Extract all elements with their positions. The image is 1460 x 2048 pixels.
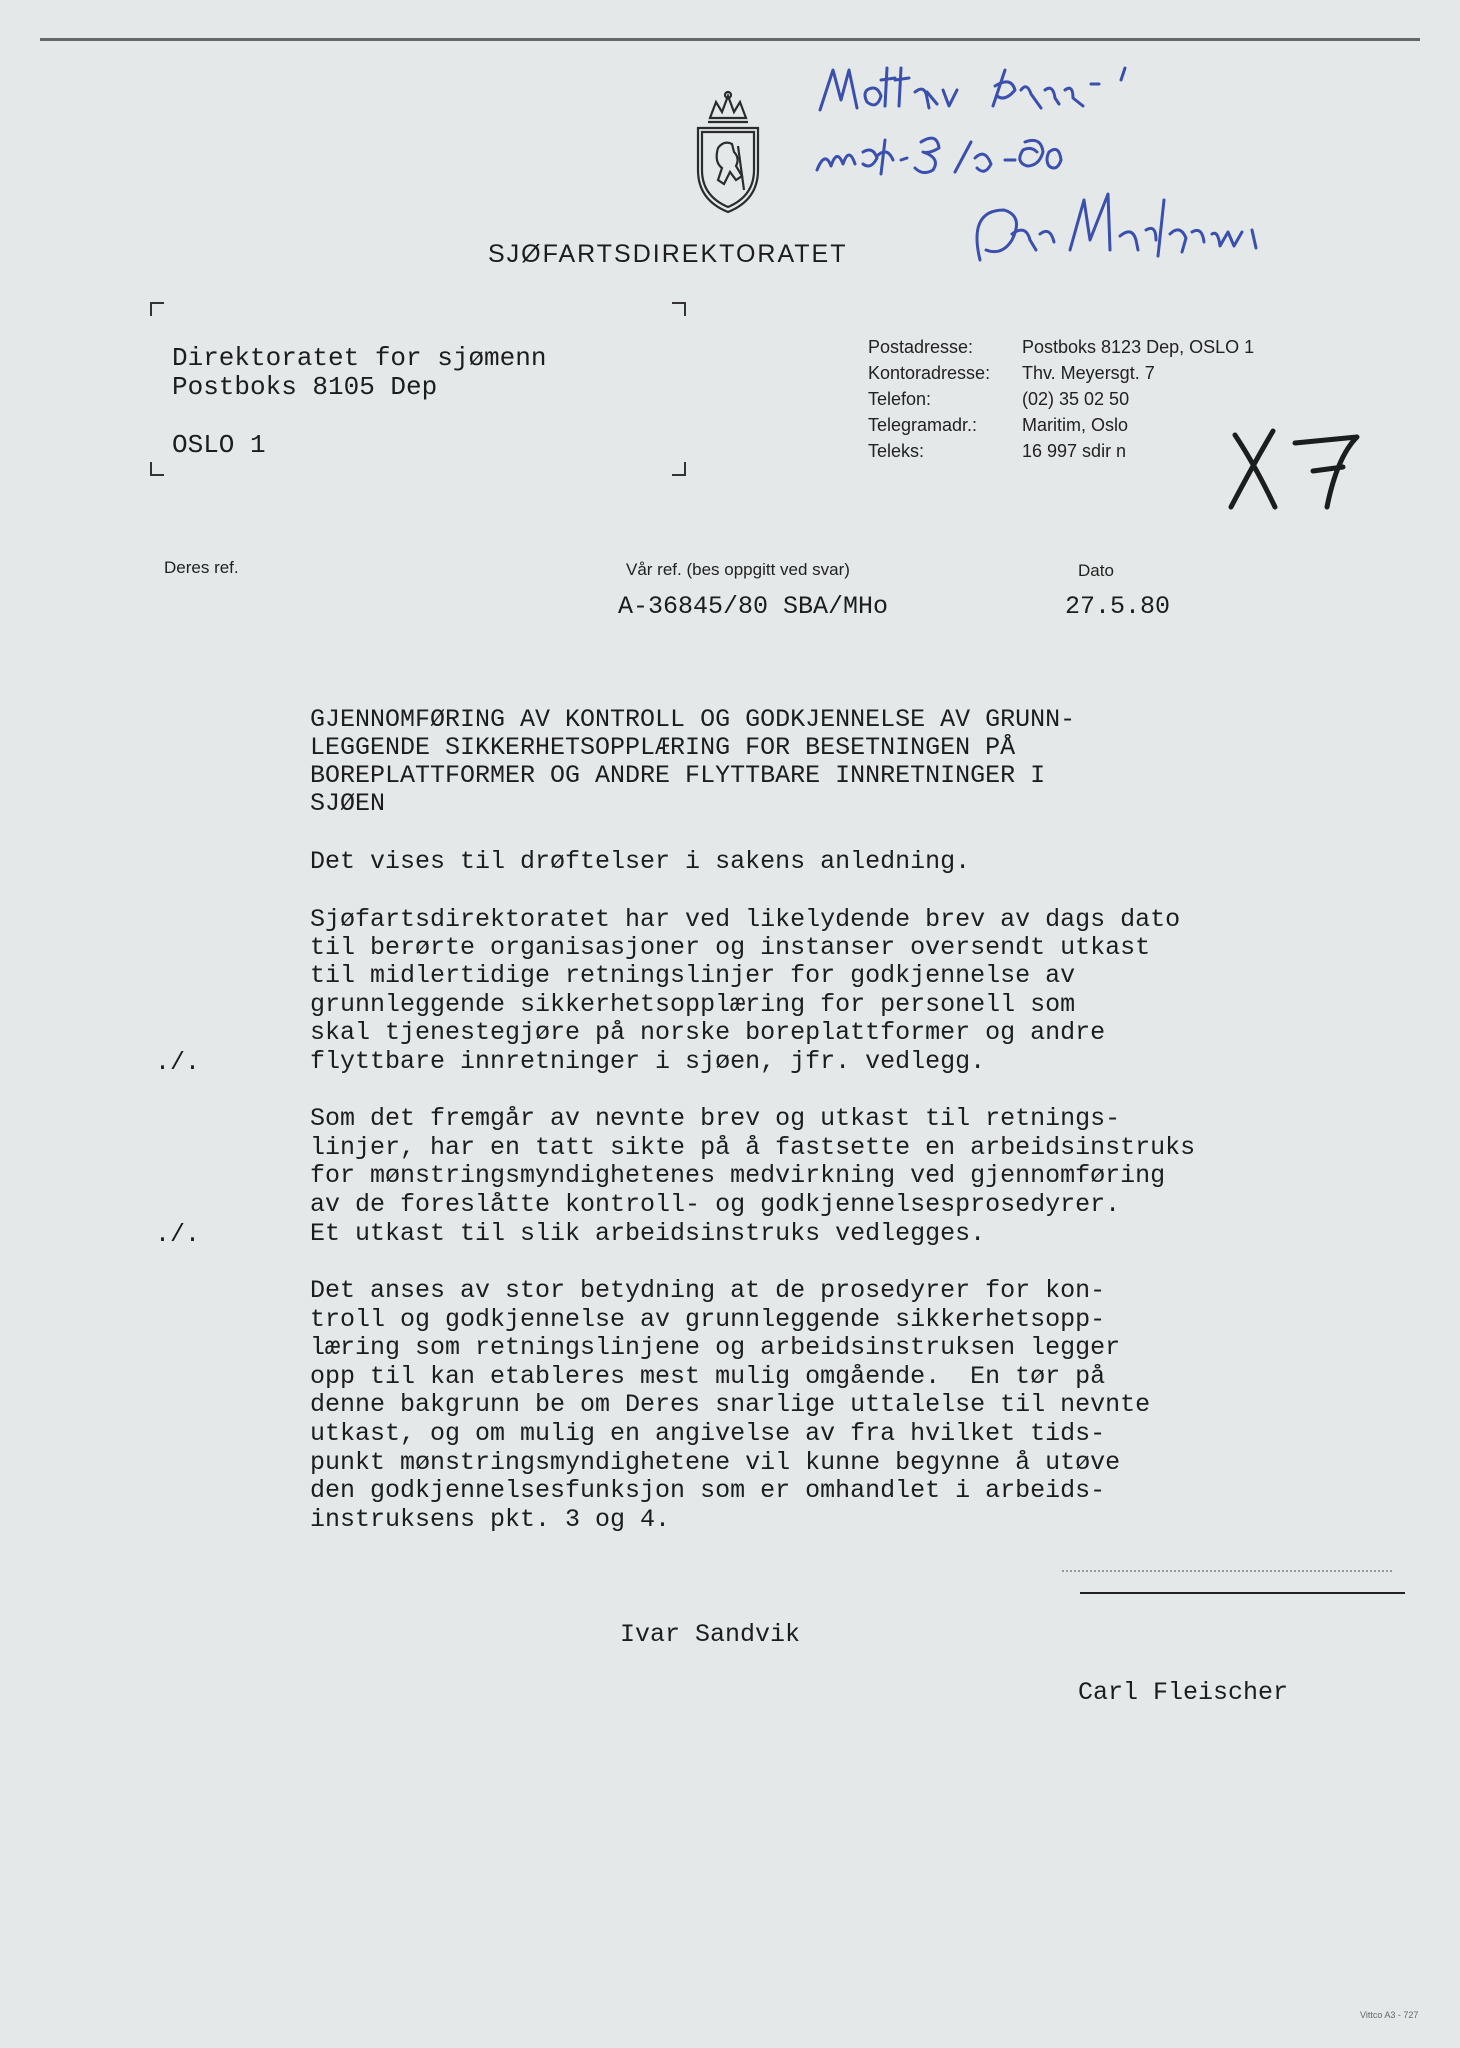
subject-line: SJØEN — [310, 789, 386, 818]
paragraph-2-line: grunnleggende sikkerhetsopplæring for personell som — [310, 990, 1076, 1019]
paragraph-2-line: flyttbare innretninger i sjøen, jfr. vedlegg. — [310, 1047, 986, 1076]
signature-line — [1080, 1592, 1405, 1594]
contact-value: 16 997 sdir n — [1022, 441, 1127, 461]
paragraph-4-line: den godkjennelsesfunksjon som er omhandlet i arbeids- — [310, 1476, 1106, 1505]
top-edge-line — [40, 38, 1420, 41]
dotted-line — [1062, 1570, 1392, 1572]
contact-value: (02) 35 02 50 — [1022, 389, 1130, 409]
signatory-right: Carl Fleischer — [1078, 1678, 1289, 1707]
deres-ref-label: Deres ref. — [164, 558, 239, 577]
paragraph-3-line: Som det fremgår av nevnte brev og utkast til retnings- — [310, 1104, 1121, 1133]
paragraph-3-line: for mønstringsmyndighetenes medvirkning ved gjennomføring — [310, 1161, 1166, 1190]
paragraph-4-line: denne bakgrunn be om Deres snarlige uttalelse til nevnte — [310, 1390, 1151, 1419]
paragraph-2-line: til berørte organisasjoner og instanser oversendt utkast — [310, 933, 1151, 962]
signatory-left: Ivar Sandvik — [620, 1620, 801, 1649]
enclosure-mark: ./. — [155, 1220, 201, 1249]
handwritten-note — [815, 60, 1355, 190]
contact-label: Telefon: — [868, 389, 932, 409]
contact-value: Postboks 8123 Dep, OSLO 1 — [1022, 337, 1255, 357]
var-ref-value: A-36845/80 SBA/MHo — [618, 592, 889, 621]
paragraph-2-line: til midlertidige retningslinjer for godkjennelse av — [310, 961, 1076, 990]
contact-label: Telegramadr.: — [868, 415, 978, 435]
recipient-line3: OSLO 1 — [172, 430, 266, 460]
footer-print-code: Vittco A3 - 727 — [1360, 2010, 1419, 2020]
paragraph-4-line: punkt mønstringsmyndighetene vil kunne begynne å utøve — [310, 1448, 1121, 1477]
paragraph-2-line: Sjøfartsdirektoratet har ved likelydende brev av dags dato — [310, 905, 1181, 934]
paragraph-2-line: skal tjenestegjøre på norske boreplattformer og andre — [310, 1018, 1106, 1047]
window-corner-tl — [150, 302, 164, 316]
paragraph-4-line: Det anses av stor betydning at de prosedyrer for kon- — [310, 1276, 1106, 1305]
window-corner-bl — [150, 462, 164, 476]
contact-label: Postadresse: — [868, 337, 974, 357]
subject-line: BOREPLATTFORMER OG ANDRE FLYTTBARE INNRETNINGER I — [310, 761, 1046, 790]
paragraph-3-line: Et utkast til slik arbeidsinstruks vedlegges. — [310, 1219, 986, 1248]
contact-value: Maritim, Oslo — [1022, 415, 1129, 435]
paragraph-4-line: instruksens pkt. 3 og 4. — [310, 1505, 671, 1534]
contact-label: Teleks: — [868, 441, 925, 461]
subject-line: LEGGENDE SIKKERHETSOPPLÆRING FOR BESETNINGEN PÅ — [310, 733, 1016, 762]
var-ref-label: Vår ref. (bes oppgitt ved svar) — [626, 560, 850, 579]
window-corner-br — [672, 462, 686, 476]
agency-name: SJØFARTSDIREKTORATET — [488, 240, 848, 268]
recipient-line1: Direktoratet for sjømenn — [172, 343, 547, 373]
coat-of-arms-icon — [688, 90, 768, 215]
date-value: 27.5.80 — [1065, 592, 1171, 621]
contact-label: Kontoradresse: — [868, 363, 991, 383]
paragraph-4-line: opp til kan etableres mest mulig omgående. En tør på — [310, 1362, 1106, 1391]
enclosure-mark: ./. — [155, 1048, 201, 1077]
subject-line: GJENNOMFØRING AV KONTROLL OG GODKJENNELSE AV GRUNN- — [310, 705, 1076, 734]
handwritten-signature — [960, 190, 1290, 270]
recipient-line2: Postboks 8105 Dep — [172, 372, 438, 402]
date-label: Dato — [1078, 561, 1114, 580]
paragraph-4-line: læring som retningslinjene og arbeidsinstruksen legger — [310, 1333, 1121, 1362]
paragraph-4-line: utkast, og om mulig en angivelse av fra hvilket tids- — [310, 1419, 1106, 1448]
paragraph-4-line: troll og godkjennelse av grunnleggende sikkerhetsopp- — [310, 1305, 1106, 1334]
window-corner-tr — [672, 302, 686, 316]
paragraph-1-line: Det vises til drøftelser i sakens anledning. — [310, 847, 971, 876]
handwritten-mark-x7 — [1225, 425, 1375, 515]
contact-value: Thv. Meyersgt. 7 — [1022, 363, 1155, 383]
paragraph-3-line: av de foreslåtte kontroll- og godkjennelsesprosedyrer. — [310, 1190, 1121, 1219]
paragraph-3-line: linjer, har en tatt sikte på å fastsette en arbeidsinstruks — [310, 1133, 1196, 1162]
